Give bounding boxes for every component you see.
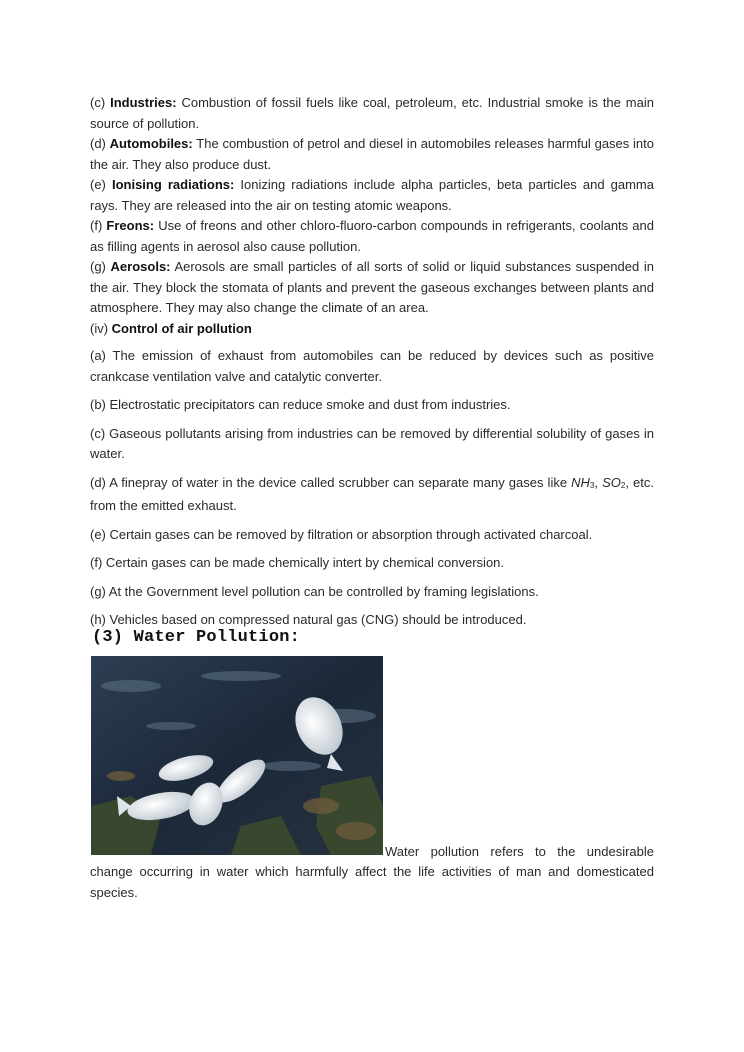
water-pollution-heading: (3) Water Pollution: bbox=[92, 628, 301, 647]
cause-automobiles: (d) Automobiles: The combustion of petrol and diesel in automobiles releases harmful gases into the air. They also produce dust. bbox=[90, 136, 655, 172]
water-pollution-definition-rest: change occurring in water which harmfully affect the life activities of man and domesticated species. bbox=[90, 864, 654, 900]
pollution-causes-list bbox=[90, 93, 654, 339]
control-point-b: (b) Electrostatic precipitators can reduce smoke and dust from industries. bbox=[90, 397, 511, 412]
cause-freons: (f) Freons: Use of freons and other chloro-fluoro-carbon compounds in refrigerants, coolants and as filling agents in aerosol also cause pollution. bbox=[90, 218, 654, 254]
control-point-f: (f) Certain gases can be made chemically intert by chemical conversion. bbox=[90, 555, 505, 570]
section-control-heading: (iv) Control of air pollution bbox=[90, 320, 252, 336]
cause-ionising-radiations: (e) Ionising radiations: Ionizing radiations include alpha particles, beta particles and gamma rays. They are released into the air on testing atomic weapons. bbox=[90, 177, 654, 213]
control-point-c: (c) Gaseous pollutants arising from industries can be removed by differential solubility of gases in water. bbox=[90, 425, 654, 461]
control-point-g: (g) At the Government level pollution can be controlled by framing legislations. bbox=[90, 583, 539, 599]
control-point-d: (d) A finepray of water in the device called scrubber can separate many gases like $NH_3$, $SO_2$, etc. from the emitted exhaust. bbox=[90, 474, 654, 513]
control-point-a: (a) The emission of exhaust from automobiles can be reduced by devices such as positive crankcase ventilation valve and catalytic converter. bbox=[90, 348, 654, 384]
water-pollution-definition-start: Water pollution refers to the undesirable bbox=[385, 844, 654, 859]
cause-aerosols: (g) Aerosols: Aerosols are small particles of all sorts of solid or liquid substances suspended in the air. They block the stomata of plants and prevent the gaseous exchanges between plants and atmosphere. They may also change the climate of an area. bbox=[90, 259, 654, 315]
control-points-list bbox=[90, 346, 654, 631]
cause-industries: (c) Industries: Combustion of fossil fuels like coal, petroleum, etc. Industrial smoke is the main source of pollution. bbox=[90, 95, 654, 131]
dead-fish-photo bbox=[91, 656, 383, 855]
control-point-e: (e) Certain gases can be removed by filtration or absorption through activated charcoal. bbox=[90, 526, 593, 542]
control-point-h: (h) Vehicles based on compressed natural gas (CNG) should be introduced. bbox=[90, 612, 527, 627]
